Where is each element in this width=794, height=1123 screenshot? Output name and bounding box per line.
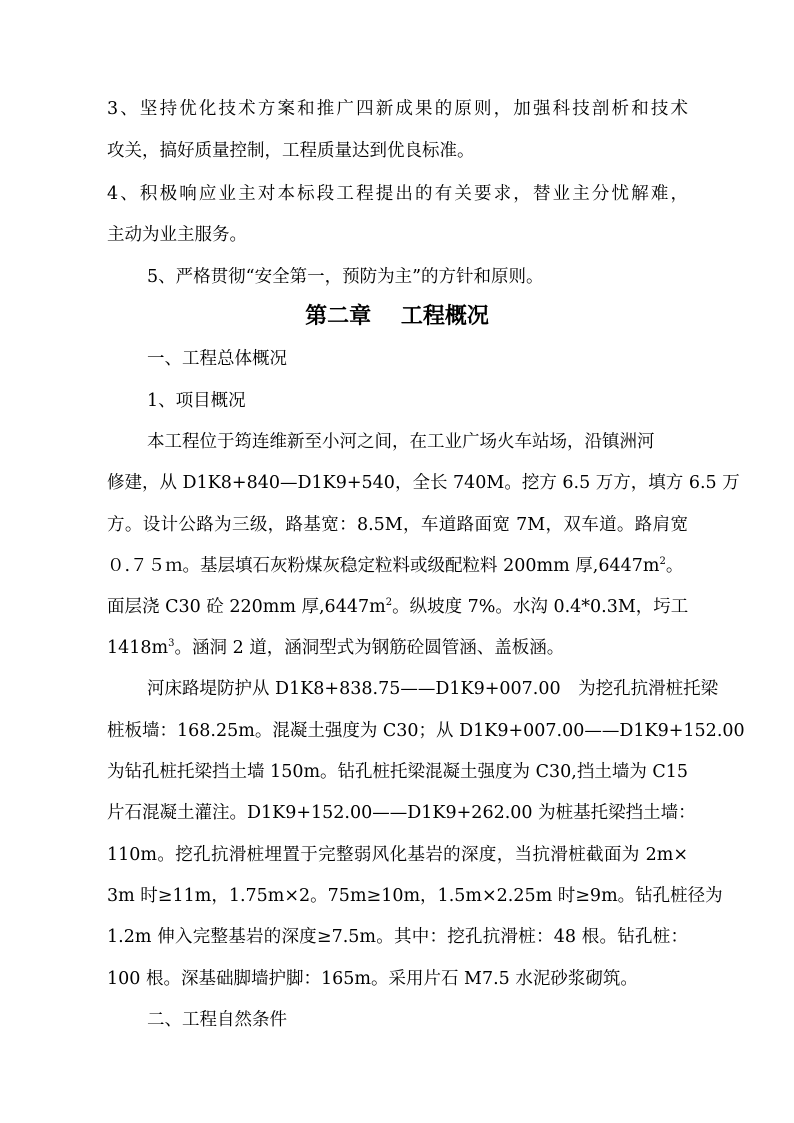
squared-superscript: 2 (659, 556, 666, 567)
river-protection-line-1: 河床路堤防护从 D1K8+838.75——D1K9+007.00 为挖孔抗滑桩托梁 (147, 679, 719, 699)
subsection-1-heading: 1、项目概况 (147, 391, 246, 411)
paragraph-5-line-1: 5、严格贯彻“安全第一，预防为主”的方针和原则。 (147, 267, 544, 287)
squared-superscript: 2 (385, 597, 393, 608)
overview-line-5-text-b: 。纵坡度 7%。水沟 0.4*0.3M，圬工 (392, 597, 689, 617)
overview-line-2: 修建，从 D1K8+840—D1K9+540，全长 740M。挖方 6.5 万方，填方 6.5 万 (107, 473, 740, 493)
river-protection-line-6: 3m 时≥11m，1.75m×2。75m≥10m，1.5m×2.25m 时≥9m。钻孔桩径为 (107, 886, 723, 906)
overview-line-5 (107, 595, 688, 619)
river-protection-line-5: 110m。挖孔抗滑桩埋置于完整弱风化基岩的深度，当抗滑桩截面为 2m× (107, 845, 688, 865)
overview-line-6 (107, 636, 564, 660)
river-protection-line-4: 片石混凝土灌注。D1K9+152.00——D1K9+262.00 为桩基托梁挡土墙： (107, 803, 696, 823)
paragraph-4-line-1: 4、积极响应业主对本标段工程提出的有关要求，替业主分忧解难， (107, 184, 688, 204)
overview-line-3: 方。设计公路为三级，路基宽：8.5M，车道路面宽 7M，双车道。路肩宽 (107, 515, 688, 535)
paragraph-3-line-2: 攻关，搞好质量控制，工程质量达到优良标准。 (107, 141, 475, 161)
section-1-heading: 一、工程总体概况 (147, 349, 287, 369)
overview-line-4-end: 。 (665, 556, 684, 576)
overview-line-6-text-b: 。涵洞 2 道，涵洞型式为钢筋砼圆管涵、盖板涵。 (174, 638, 565, 658)
paragraph-4-line-2: 主动为业主服务。 (107, 225, 247, 245)
section-2-heading: 二、工程自然条件 (147, 1010, 287, 1030)
river-protection-line-3: 为钻孔桩托梁挡土墙 150m。钻孔桩托梁混凝土强度为 C30,挡土墙为 C15 (107, 762, 689, 782)
paragraph-3-line-1: 3、坚持优化技术方案和推广四新成果的原则，加强科技剖析和技术 (107, 99, 688, 119)
chapter-title: 第二章 工程概况 (305, 303, 489, 329)
river-protection-line-8: 100 根。深基础脚墙护脚：165m。采用片石 M7.5 水泥砂浆砌筑。 (107, 969, 638, 989)
overview-line-5-text-a: 面层浇 C30 砼 220mm 厚,6447m (107, 597, 386, 617)
river-protection-line-2: 桩板墙：168.25m。混凝土强度为 C30；从 D1K9+007.00——D1K9+152.00 (107, 721, 745, 741)
overview-line-4 (107, 554, 683, 578)
overview-line-1: 本工程位于筠连维新至小河之间，在工业广场火车站场，沿镇洲河 (147, 432, 655, 452)
overview-line-6-text-a: 1418m (107, 638, 169, 658)
river-protection-line-7: 1.2m 伸入完整基岩的深度≥7.5m。其中：挖孔抗滑桩：48 根。钻孔桩： (107, 927, 688, 947)
overview-line-4-text: ０.７５ｍ。基层填石灰粉煤灰稳定粒料或级配粒料 200mm 厚,6447m (107, 556, 660, 576)
cubed-superscript: 3 (168, 638, 175, 649)
